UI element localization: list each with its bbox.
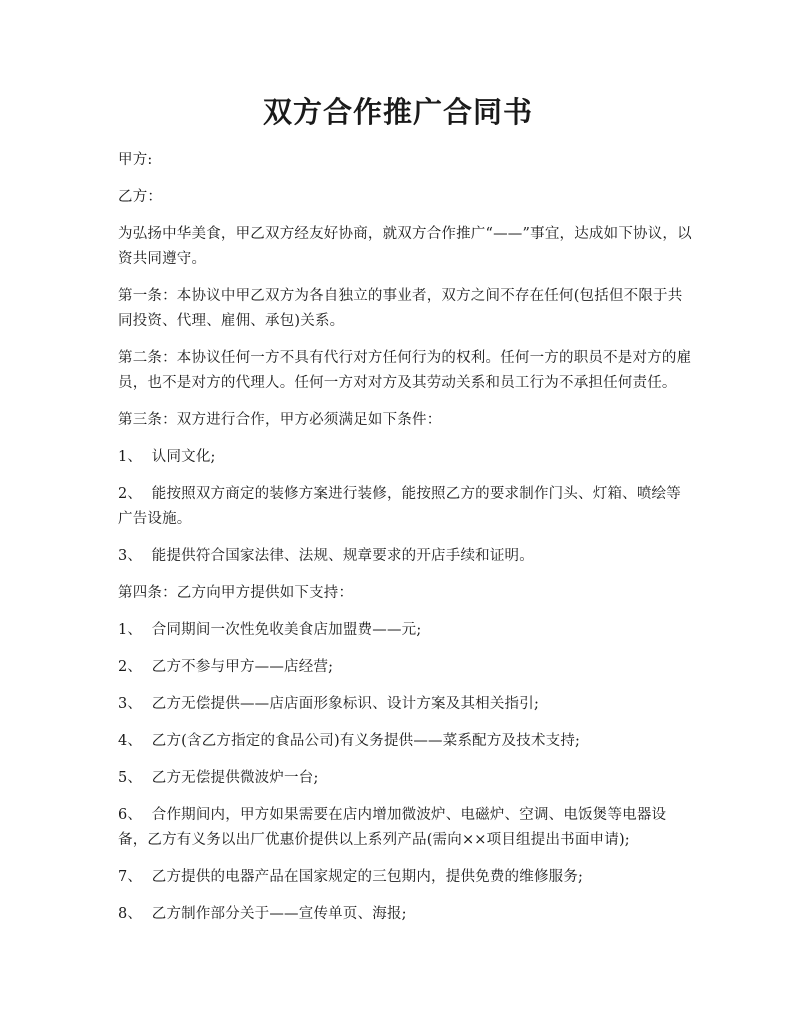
- list-item-text: 乙方无偿提供——店店面形象标识、设计方案及其相关指引;: [151, 696, 540, 712]
- document-title: 双方合作推广合同书: [262, 95, 533, 129]
- list-item-text: 乙方(含乙方指定的食品公司)有义务提供——菜系配方及技术支持;: [151, 733, 581, 749]
- list-item-text: 能按照双方商定的装修方案进行装修，能按照乙方的要求制作门头、灯箱、喷绘等广告设施。: [118, 486, 681, 527]
- list-item: [118, 865, 694, 890]
- list-item: [118, 445, 694, 470]
- list-item-text: 乙方无偿提供微波炉一台;: [151, 770, 319, 786]
- party-a-line: 甲方:: [118, 152, 153, 168]
- list-item: [118, 766, 694, 791]
- list-item-text: 合同期间一次性免收美食店加盟费——元;: [151, 622, 422, 638]
- list-item-text: 合作期间内，甲方如果需要在店内增加微波炉、电磁炉、空调、电饭煲等电器设备，乙方有义务以出厂优惠价提供以上系列产品(需向××项目组提出书面申请);: [118, 807, 667, 848]
- list-item-text: 能提供符合国家法律、法规、规章要求的开店手续和证明。: [151, 548, 534, 564]
- article-2: 第二条：本协议任何一方不具有代行对方任何行为的权利。任何一方的职员不是对方的雇员，也不是对方的代理人。任何一方对对方及其劳动关系和员工行为不承担任何责任。: [118, 350, 692, 391]
- list-item: [118, 618, 694, 643]
- intro-paragraph: 为弘扬中华美食，甲乙双方经友好协商，就双方合作推广“——”事宜，达成如下协议，以资共同遵守。: [118, 226, 692, 267]
- list-item-number: 3、: [118, 548, 152, 564]
- list-item: [118, 544, 694, 569]
- article-4-heading: 第四条：乙方向甲方提供如下支持：: [118, 585, 354, 601]
- list-item-text: 认同文化;: [151, 449, 216, 465]
- article-3-list: [118, 445, 694, 569]
- list-item-number: 7、: [118, 869, 152, 885]
- list-item-number: 8、: [118, 906, 152, 922]
- list-item-text: 乙方制作部分关于——宣传单页、海报;: [151, 906, 407, 922]
- list-item: [118, 729, 694, 754]
- list-item: [118, 803, 694, 853]
- list-item-text: 乙方不参与甲方——店经营;: [151, 659, 334, 675]
- list-item-number: 3、: [118, 696, 152, 712]
- list-item: [118, 655, 694, 680]
- article-3-heading: 第三条：双方进行合作，甲方必须满足如下条件：: [118, 412, 442, 428]
- list-item-number: 5、: [118, 770, 152, 786]
- article-1: 第一条：本协议中甲乙双方为各自独立的事业者，双方之间不存在任何(包括但不限于共同投资、代理、雇佣、承包)关系。: [118, 288, 683, 329]
- document-body: [118, 148, 694, 939]
- list-item: [118, 902, 694, 927]
- list-item-text: 乙方提供的电器产品在国家规定的三包期内，提供免费的维修服务;: [151, 869, 584, 885]
- list-item-number: 2、: [118, 659, 152, 675]
- list-item-number: 1、: [118, 622, 152, 638]
- party-b-line: 乙方：: [118, 189, 163, 205]
- list-item-number: 4、: [118, 733, 152, 749]
- list-item: [118, 692, 694, 717]
- list-item-number: 6、: [118, 807, 152, 823]
- list-item-number: 2、: [118, 486, 152, 502]
- list-item: [118, 482, 694, 532]
- list-item-number: 1、: [118, 449, 152, 465]
- article-4-list: [118, 618, 694, 927]
